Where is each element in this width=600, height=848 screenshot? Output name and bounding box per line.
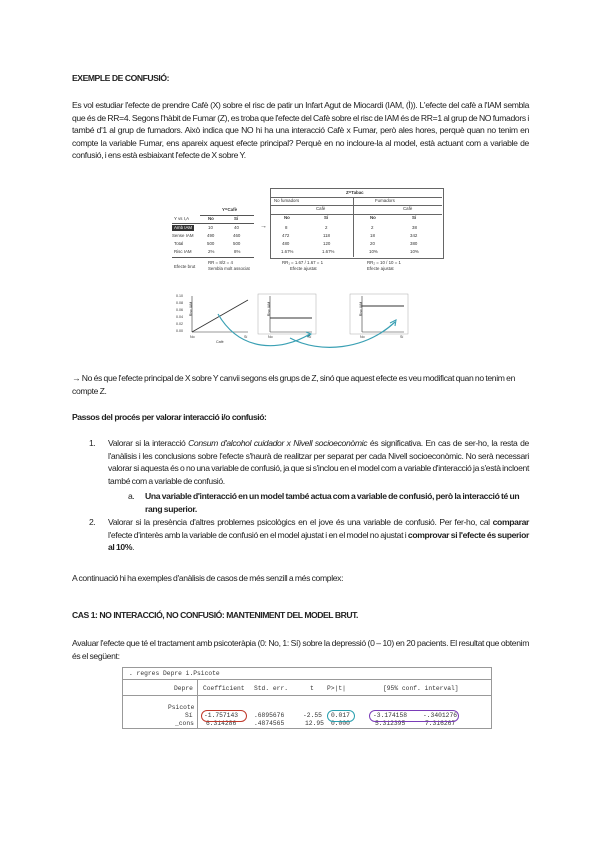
left-cell: 40 bbox=[234, 225, 239, 230]
divider bbox=[123, 679, 491, 680]
tick-y: 0.08 bbox=[176, 301, 183, 305]
right-cell: 342 bbox=[410, 233, 418, 238]
var-name: Psicote bbox=[168, 704, 195, 711]
stata-command: . regres Depre i.Psicote bbox=[129, 670, 220, 677]
ylabel: Risc IAM bbox=[359, 301, 364, 317]
divider bbox=[270, 205, 442, 206]
step-number: 2. bbox=[89, 517, 96, 527]
left-cell: 500 bbox=[233, 241, 241, 246]
divider bbox=[270, 214, 442, 215]
right-cell: 118 bbox=[323, 233, 330, 238]
left-col-no: No bbox=[208, 216, 214, 221]
sub-letter: a. bbox=[128, 491, 135, 501]
ci-low: 5.312395 bbox=[375, 720, 406, 727]
coef: 6.314286 bbox=[206, 720, 237, 727]
tick-y: 0.00 bbox=[176, 329, 183, 333]
right-cell: 1.67% bbox=[281, 249, 294, 254]
step-2-text: Valorar si la presència d'altres problemes psicològics en el jove és una variable de confusió. Per fer-ho, cal bbox=[108, 517, 493, 527]
step-1-italic: Consum d'alcohol cuidador x Nivell socioeconòmic bbox=[188, 438, 368, 448]
arrow-note: → No és que l'efecte principal de X sobre Y canvii segons els grups de Z, sinó que aquest efecte es veu modificat quan no tenim en compte Z. bbox=[72, 373, 515, 396]
row-label: Sí bbox=[185, 712, 193, 719]
pval: 0.017 bbox=[331, 712, 350, 719]
left-cell: 460 bbox=[233, 233, 241, 238]
left-cell: 490 bbox=[207, 233, 215, 238]
step-1-text: és significativa. En cas de ser-ho, la resta de l'anàlisis i les conclusions sobre l'efecte s'haurà de realitzar per separat per cada Nivell socioeconòmic. No serà necessari valorar si aquesta és o no una variable de confusió, ja que si s'inclou en el model com a variable d'interacció ja s'està incloent també com a variable de confusió. bbox=[108, 438, 529, 486]
right-cell: 18 bbox=[370, 233, 375, 238]
left-cell: 8% bbox=[234, 249, 241, 254]
right-cell: 120 bbox=[323, 241, 331, 246]
xlabel: Cafè bbox=[216, 340, 224, 344]
col-header: t bbox=[310, 685, 314, 692]
steps-title: Passos del procés per valorar interacció i/o confusió: bbox=[72, 412, 267, 422]
ci-low: -3.174158 bbox=[373, 712, 408, 719]
col-header: P>|t| bbox=[327, 685, 346, 692]
tick-x: No bbox=[360, 335, 365, 339]
step-1-text: Valorar si la interacció bbox=[108, 438, 189, 448]
group-no-fumadors: No fumadors bbox=[274, 198, 300, 203]
pval: 0.000 bbox=[331, 720, 350, 727]
left-row-label: Amb IAM bbox=[174, 225, 193, 230]
group-fumadors: Fumadors bbox=[375, 198, 395, 203]
tick-y: 0.02 bbox=[176, 322, 183, 326]
right-cell: 380 bbox=[410, 241, 418, 246]
right-col: No bbox=[370, 215, 376, 220]
step-1-sub: Una variable d'interacció en un model també actua com a variable de confusió, però la interacció té un rang superior. bbox=[145, 491, 520, 514]
tick-x: Sí bbox=[400, 335, 404, 339]
left-col-si: Sí bbox=[234, 216, 239, 221]
step-2-bold: comprovar si l'efecte és superior al 10% bbox=[108, 529, 529, 553]
divider bbox=[172, 223, 254, 224]
divider bbox=[123, 695, 491, 696]
highlight-coef bbox=[201, 710, 247, 722]
right-cell: 20 bbox=[370, 241, 375, 246]
coef: -1.757143 bbox=[204, 712, 239, 719]
right-col: Sí bbox=[412, 215, 417, 220]
risk-line-increasing bbox=[192, 300, 248, 332]
sub-cafe-2: Cafè bbox=[403, 206, 413, 211]
divider bbox=[172, 257, 254, 258]
ci-high: -.3401276 bbox=[423, 712, 458, 719]
right-cell: 1.67% bbox=[322, 249, 335, 254]
tick-x: Sí bbox=[244, 335, 248, 339]
effect-rr2: RR₂ = 10 / 10 = 1 bbox=[367, 260, 401, 265]
tval: 12.95 bbox=[305, 720, 324, 727]
left-cell: 2% bbox=[208, 249, 215, 254]
divider bbox=[197, 679, 198, 728]
ylabel: Risc IAM bbox=[267, 301, 272, 317]
stata-output bbox=[122, 667, 492, 729]
tick-y: 0.10 bbox=[176, 294, 183, 298]
arrow-right-icon: → bbox=[260, 223, 267, 230]
left-table-group: Y=Cafè bbox=[222, 207, 238, 212]
tick-x: No bbox=[268, 335, 273, 339]
ylabel: Risc IAM bbox=[189, 301, 194, 317]
effect-rr1-note: Efecte ajustat bbox=[290, 266, 317, 271]
highlight-ci bbox=[369, 710, 459, 722]
tick-y: 0.06 bbox=[176, 308, 183, 312]
case1-text: Avaluar l'efecte que té el tractament amb psicoteràpia (0: No, 1: Sí) sobre la depressió (0 – 10) en 20 pacients. El resultat que obtenim és el següent: bbox=[72, 638, 529, 661]
step-1 bbox=[108, 437, 529, 487]
divider bbox=[353, 197, 354, 257]
right-cell: 2 bbox=[371, 225, 374, 230]
tick-y: 0.04 bbox=[176, 315, 183, 319]
page-title: EXEMPLE DE CONFUSIÓ: bbox=[72, 73, 169, 83]
right-col: Sí bbox=[324, 215, 329, 220]
left-row-label: Risc IAM bbox=[174, 249, 192, 254]
right-cell: 2 bbox=[325, 225, 328, 230]
plot-crude bbox=[192, 296, 248, 332]
se: .4874565 bbox=[254, 720, 285, 727]
effect-rr: RR = 8/2 = 4 bbox=[208, 260, 233, 265]
left-row-label: Total bbox=[174, 241, 184, 246]
right-table-top: Z=Tabac bbox=[346, 190, 364, 195]
right-cell: 38 bbox=[412, 225, 417, 230]
col-header: Coefficient bbox=[203, 685, 245, 692]
right-cell: 472 bbox=[282, 233, 290, 238]
highlight-pvalue bbox=[327, 710, 355, 722]
effect-rr1: RR₁ = 1.67 / 1.67 = 1 bbox=[282, 260, 324, 265]
col-header: Depre bbox=[174, 685, 193, 692]
tick-x: No bbox=[190, 335, 195, 339]
confounding-figure bbox=[170, 188, 442, 353]
step-2 bbox=[108, 516, 529, 554]
left-cell: 500 bbox=[207, 241, 215, 246]
right-cell: 480 bbox=[282, 241, 290, 246]
right-cell: 10% bbox=[369, 249, 378, 254]
step-2-bold: comparar bbox=[492, 517, 529, 527]
sub-cafe-1: Cafè bbox=[316, 206, 326, 211]
row-label: _cons bbox=[175, 720, 194, 727]
ci-high: 7.316267 bbox=[425, 720, 456, 727]
step-2-text: . bbox=[132, 542, 135, 553]
col-header: [95% conf. interval] bbox=[383, 685, 459, 692]
left-cell: 10 bbox=[208, 225, 213, 230]
left-row-label: Sense IAM bbox=[172, 233, 194, 238]
case1-title: CAS 1: NO INTERACCIÓ, NO CONFUSIÓ: MANTENIMENT DEL MODEL BRUT. bbox=[72, 610, 358, 620]
left-row-header: Y vs I,A bbox=[174, 216, 190, 221]
right-cell: 8 bbox=[285, 225, 288, 230]
risk-plots bbox=[170, 292, 442, 354]
continuation-text: A continuació hi ha exemples d'anàlisis de casos de més senzill a més complex: bbox=[72, 573, 344, 583]
tick-x: Sí bbox=[308, 335, 312, 339]
intro-paragraph: Es vol estudiar l'efecte de prendre Cafè (X) sobre el risc de patir un Infart Agut de Miocardi (IAM, (Ì)). L'efecte del cafè a l'IAM sembla que és de RR=4. Segons l'hàbit de Fumar (Z), es troba que l'efecte del Cafè sobre el risc de IAM és de RR=1 al grup de NO fumadors i també d'1 al grup de fumadors. Això indica que NO hi ha una interacció Cafè x Fumar, però ales hores, perquè quan no tenim en compte la variable Fumar, ens apareix aquest efecte principal? Perquè en no incloure-la al model, està actuant com a variable de confusió, i ens està esbiaixant l'efecte de X sobre Y. bbox=[72, 100, 529, 161]
right-col: No bbox=[284, 215, 290, 220]
right-cell: 10% bbox=[410, 249, 419, 254]
effect-label: Efecte brut bbox=[174, 264, 196, 269]
effect-rr2-note: Efecte ajustat bbox=[367, 266, 394, 271]
step-number: 1. bbox=[89, 438, 96, 448]
step-2-text: l'efecte d'interès amb la variable de confusió en el model ajustat i en el model no ajustat i bbox=[108, 529, 408, 540]
effect-note: Sembla molt associat bbox=[208, 266, 250, 271]
col-header: Std. err. bbox=[254, 685, 289, 692]
se: .6895676 bbox=[254, 712, 285, 719]
tval: -2.55 bbox=[303, 712, 322, 719]
teal-arrow-2 bbox=[290, 322, 395, 347]
